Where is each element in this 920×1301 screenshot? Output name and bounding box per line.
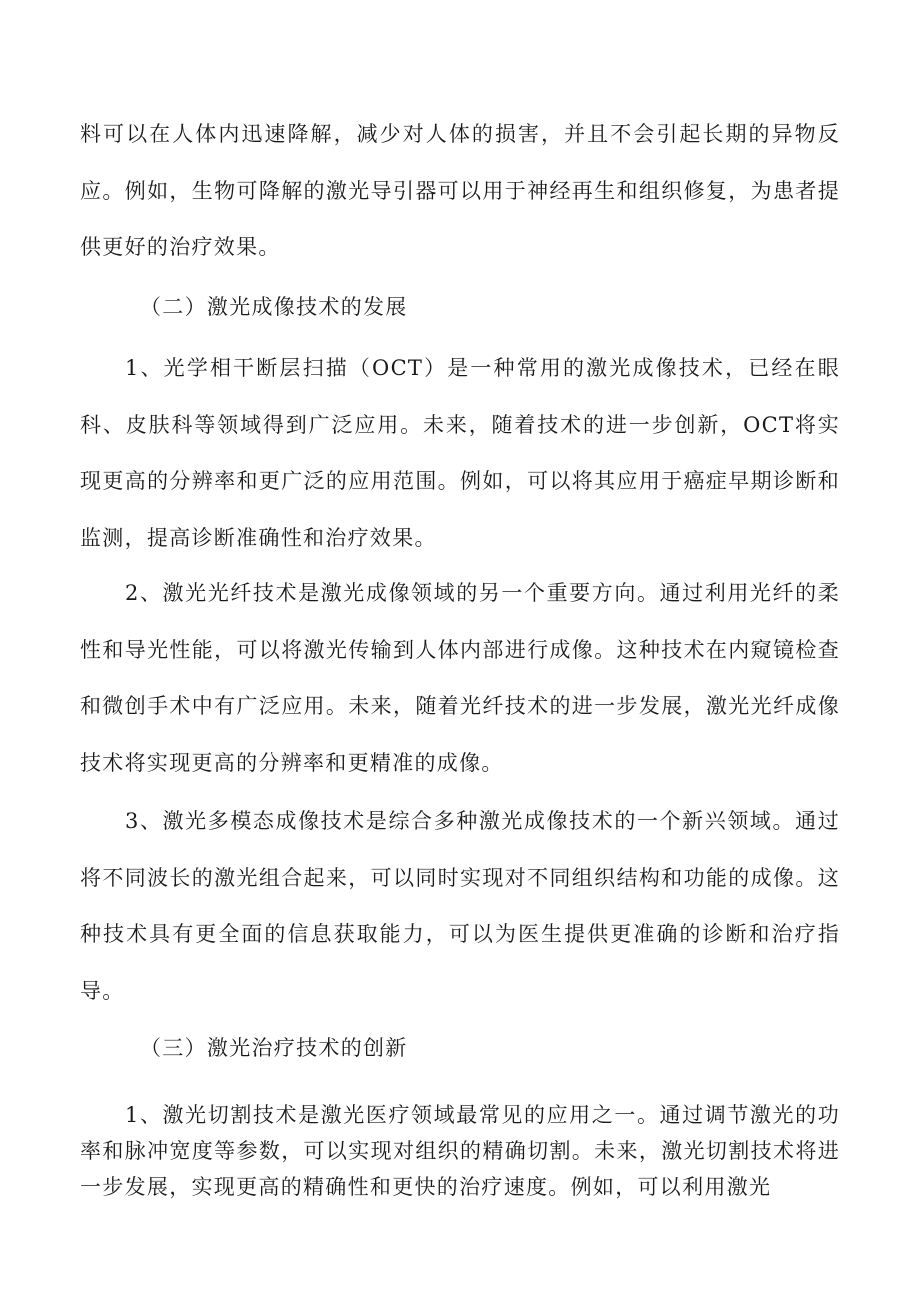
paragraph-fiber-optic: 2、激光光纤技术是激光成像领域的另一个重要方向。通过利用光纤的柔性和导光性能，可以将激光传输到人体内部进行成像。这种技术在内窥镜检查和微创手术中有广泛应用。未来，随着光纤技术的进一步发展，激光光纤成像技术将实现更高的分辨率和更精准的成像。 — [80, 581, 840, 775]
paragraph-laser-cutting: 1、激光切割技术是激光医疗领域最常见的应用之一。通过调节激光的功率和脉冲宽度等参数，可以实现对组织的精确切割。未来，激光切割技术将进一步发展，实现更高的精确性和更快的治疗速度。例如，可以利用激光 — [80, 1103, 840, 1199]
paragraph-intro-continuation: 料可以在人体内迅速降解，减少对人体的损害，并且不会引起长期的异物反应。例如，生物可降解的激光导引器可以用于神经再生和组织修复，为患者提供更好的治疗效果。 — [80, 122, 840, 259]
section-heading-laser-therapy: （三）激光治疗技术的创新 — [140, 1036, 408, 1060]
paragraph-multimodal: 3、激光多模态成像技术是综合多种激光成像技术的一个新兴领域。通过将不同波长的激光组合起来，可以同时实现对不同组织结构和功能的成像。这种技术具有更全面的信息获取能力，可以为医生提供更准确的诊断和治疗指导。 — [80, 809, 840, 1003]
section-heading-laser-imaging: （二）激光成像技术的发展 — [140, 295, 408, 319]
paragraph-oct: 1、光学相干断层扫描（OCT）是一种常用的激光成像技术，已经在眼科、皮肤科等领域得到广泛应用。未来，随着技术的进一步创新，OCT将实现更高的分辨率和更广泛的应用范围。例如，可以将其应用于癌症早期诊断和监测，提高诊断准确性和治疗效果。 — [80, 356, 840, 550]
